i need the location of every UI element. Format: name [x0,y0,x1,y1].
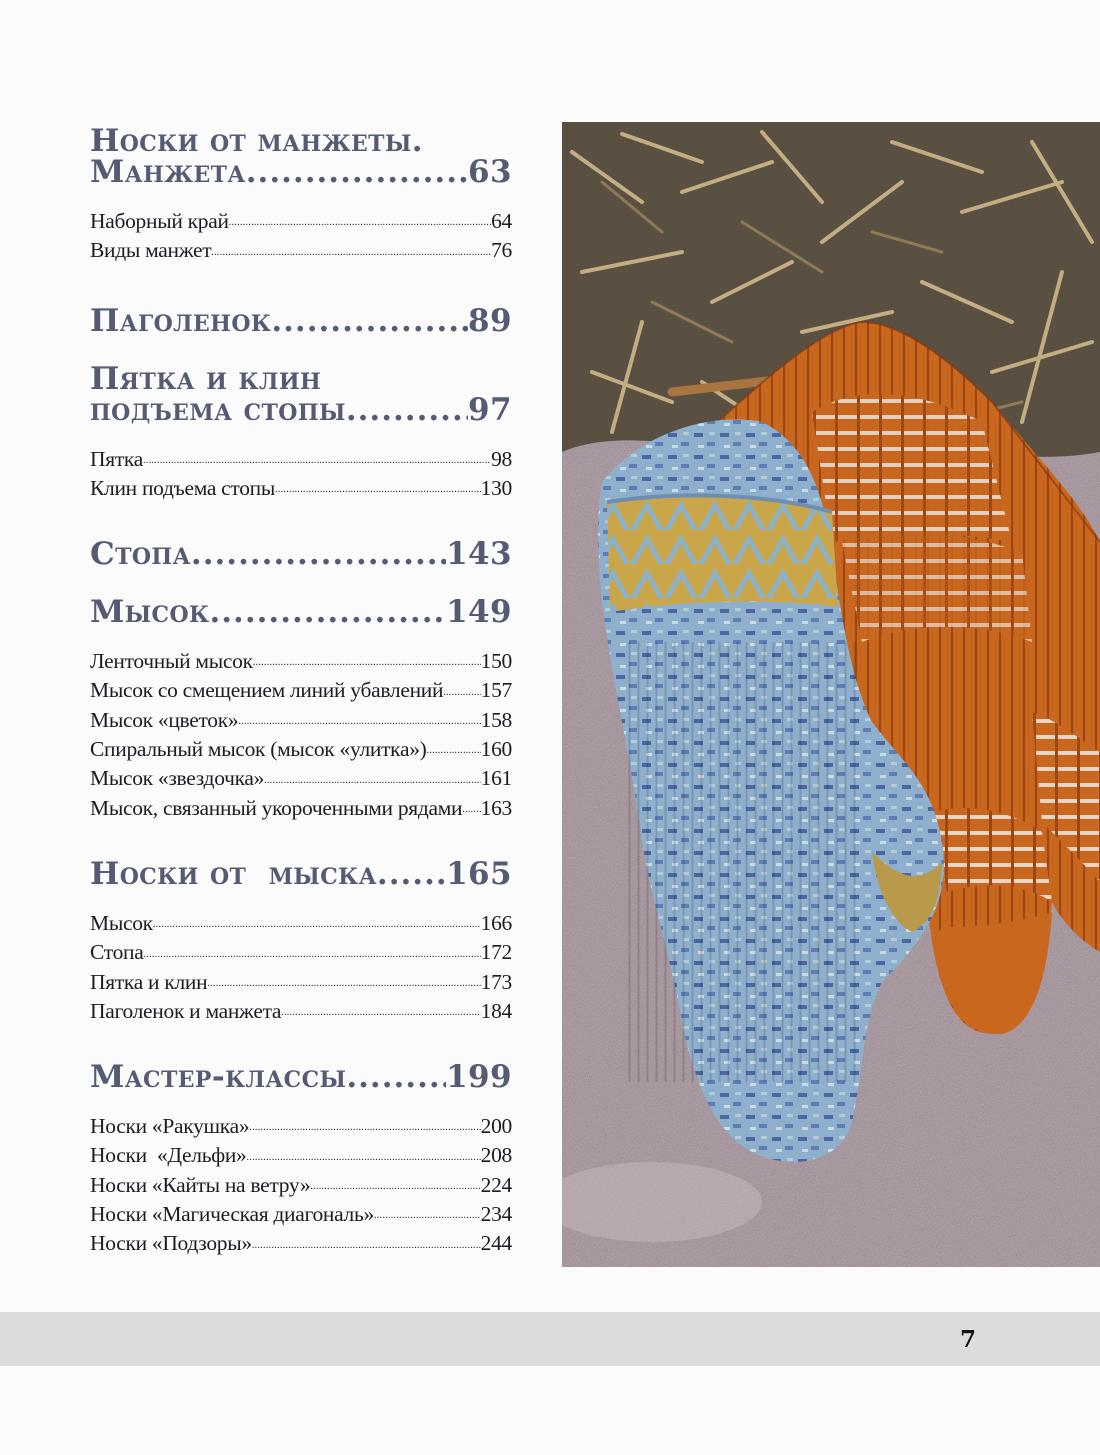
leader-dots [377,859,446,890]
leader-dots [246,157,468,188]
toc-entry-page: 130 [480,475,512,500]
toc-entry[interactable] [90,909,512,938]
toc-entry-page: 76 [491,238,512,263]
leader-dots [346,1062,446,1093]
toc-entry-page: 166 [480,910,512,935]
leader-dots [143,454,491,474]
toc-entry-page: 64 [491,209,512,233]
toc-entry-page: 158 [480,707,512,732]
toc-section-heel [90,360,512,504]
toc-heading-line: Пятка и клин [90,360,322,397]
leader-dots [238,715,480,735]
toc-entry[interactable] [90,938,512,967]
toc-heading-page: 97 [468,391,512,428]
toc-entry-label: Паголенок и манжета [90,998,282,1023]
toc-entry-label: Мысок со смещением линий убавлений [90,678,444,703]
toc-heading-page: 63 [468,154,512,190]
toc-entry-label: Носки «Ракушка» [90,1114,250,1139]
toc-heading[interactable] [90,360,512,428]
toc-heading[interactable] [90,302,512,339]
toc-entry-label: Ленточный мысок [90,649,253,674]
table-of-contents [90,123,512,1259]
toc-entry-label: Пятка [90,446,143,471]
toc-section-masterclasses [90,1059,512,1258]
socks-illustration [562,122,1100,1267]
toc-entry[interactable] [90,735,512,764]
toc-entry[interactable] [90,236,512,265]
toc-entry-page: 172 [480,940,512,965]
toc-section-toe [90,594,512,823]
toc-entry[interactable] [90,1200,512,1229]
leader-dots [253,656,481,676]
toc-entry-label: Носки «Подзоры» [90,1231,252,1256]
toc-entry-label: Мысок [90,910,153,935]
toc-entry[interactable] [90,968,512,997]
toc-heading[interactable] [90,123,512,190]
toc-heading-title: подъема стопы [90,391,346,428]
toc-entry-page: 160 [480,737,512,762]
toc-entry-label: Носки «Магическая диагональ» [90,1202,374,1227]
toc-entry[interactable] [90,794,512,823]
leader-dots [143,948,480,968]
leader-dots [346,395,468,426]
toc-entry-page: 163 [480,795,512,820]
toc-heading-title: Паголенок [90,302,272,339]
toc-section-cuff [90,123,512,266]
toc-section-toe-up [90,855,512,1026]
toc-entry-label: Стопа [90,940,144,965]
socks-photo [562,122,1100,1267]
toc-entry-label: Носки «Кайты на ветру» [90,1172,311,1197]
toc-entry-page: 244 [480,1231,512,1256]
leader-dots [462,803,480,823]
toc-entry-label: Мысок «цветок» [90,707,239,732]
toc-entry-page: 234 [480,1202,512,1227]
toc-entry-page: 173 [480,969,512,994]
toc-entry[interactable] [90,1171,512,1200]
toc-entry-page: 150 [480,649,512,674]
toc-entry-page: 157 [480,678,512,703]
toc-heading[interactable] [90,594,512,631]
toc-entry[interactable] [90,445,512,474]
toc-entry-label: Клин подъема стопы [90,475,276,500]
toc-entry-label: Мысок, связанный укороченными рядами [90,795,463,820]
toc-entry-label: Наборный край [90,209,229,233]
toc-entry[interactable] [90,1112,512,1141]
leader-dots [191,539,446,570]
toc-heading-page: 199 [446,1059,512,1096]
toc-section-foot [90,536,512,573]
toc-entry[interactable] [90,474,512,503]
toc-entry-label: Пятка и клин [90,969,208,994]
leader-dots [211,246,491,266]
leader-dots [229,216,491,236]
toc-entry-page: 208 [480,1143,512,1168]
leader-dots [374,1209,481,1229]
toc-entry[interactable] [90,997,512,1026]
toc-entry[interactable] [90,764,512,793]
toc-heading-page: 143 [446,536,512,573]
leader-dots [281,1006,480,1026]
toc-section-leg [90,302,512,339]
leader-dots [271,306,468,337]
toc-entry-label: Мысок «звездочка» [90,766,265,791]
toc-entry[interactable] [90,1141,512,1170]
toc-heading-title: Стопа [90,536,191,573]
toc-heading[interactable] [90,1059,512,1096]
toc-heading[interactable] [90,536,512,573]
leader-dots [249,1121,480,1141]
toc-entry[interactable] [90,706,512,735]
toc-heading-page: 89 [468,302,512,339]
leader-dots [247,1151,481,1171]
toc-entry-page: 184 [480,998,512,1023]
footer-band [0,1312,1100,1366]
leader-dots [252,1239,481,1259]
toc-entry[interactable] [90,647,512,676]
leader-dots [310,1180,480,1200]
leader-dots [443,686,480,706]
leader-dots [427,744,481,764]
toc-heading-title: Носки от мыска [90,855,377,892]
toc-entry-page: 224 [480,1172,512,1197]
toc-entry-label: Носки «Дельфи» [90,1143,247,1168]
leader-dots [153,918,481,938]
toc-entry-page: 98 [491,446,512,471]
toc-heading[interactable] [90,855,512,892]
toc-entry[interactable] [90,207,512,236]
page-number: 7 [959,1326,976,1353]
leader-dots [207,977,480,997]
toc-entry[interactable] [90,676,512,705]
toc-heading-title: Мастер-классы [90,1059,347,1096]
toc-heading-page: 149 [446,594,512,631]
toc-heading-title: Мысок [90,594,210,631]
leader-dots [209,597,446,628]
leader-dots [264,774,481,794]
toc-entry-label: Спиральный мысок (мысок «улитка») [90,737,427,762]
toc-heading-page: 165 [446,855,512,892]
toc-entry-page: 161 [480,766,512,791]
toc-heading-title: Манжета [90,154,246,190]
toc-entry-page: 200 [480,1114,512,1139]
toc-entry[interactable] [90,1229,512,1258]
toc-entry-label: Виды манжет [90,238,212,263]
toc-heading-line: Носки от манжеты. [90,123,423,159]
leader-dots [275,483,481,503]
